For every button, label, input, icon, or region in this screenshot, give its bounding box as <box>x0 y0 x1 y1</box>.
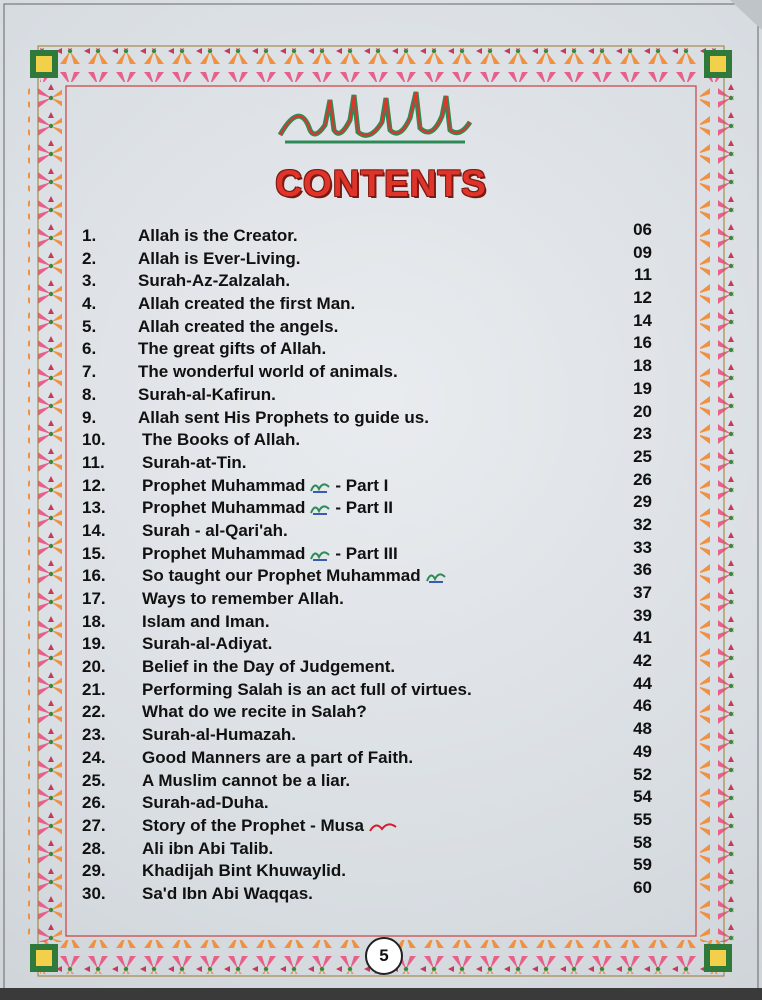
chapter-page-number: 55 <box>633 809 652 829</box>
chapter-title <box>142 702 367 722</box>
chapter-title-text: Surah-Az-Zalzalah. <box>138 271 291 291</box>
chapter-number: 7. <box>82 362 97 382</box>
contents-row[interactable] <box>82 583 652 612</box>
contents-row[interactable] <box>82 242 652 272</box>
chapter-number: 9. <box>82 407 97 427</box>
chapter-page-number: 09 <box>633 242 652 262</box>
chapter-title <box>142 771 350 791</box>
chapter-page-number: 58 <box>633 832 652 852</box>
chapter-title <box>138 226 298 246</box>
chapter-number: 2. <box>82 248 97 268</box>
chapter-number: 19. <box>82 634 106 654</box>
contents-row[interactable] <box>82 310 652 340</box>
page-number: 5 <box>365 937 403 975</box>
contents-row[interactable] <box>82 696 652 725</box>
chapter-title-text: What do we recite in Salah? <box>142 702 367 722</box>
chapter-title <box>142 839 273 859</box>
chapter-page-number: 48 <box>633 719 652 739</box>
chapter-page-number: 06 <box>633 220 652 239</box>
chapter-page-number: 44 <box>633 673 652 693</box>
chapter-page-number: 42 <box>633 651 652 671</box>
contents-list <box>82 220 652 907</box>
chapter-number: 4. <box>82 294 97 314</box>
chapter-title <box>142 430 300 450</box>
chapter-title <box>142 793 269 813</box>
contents-row[interactable] <box>82 832 652 862</box>
chapter-title-text: Surah-al-Adiyat. <box>142 634 273 654</box>
chapter-part-label: - Part III <box>335 543 398 563</box>
contents-row[interactable] <box>82 537 652 567</box>
chapter-number: 5. <box>82 316 97 336</box>
chapter-page-number: 54 <box>633 787 652 807</box>
chapter-title <box>138 271 290 291</box>
chapter-page-number: 59 <box>633 855 652 875</box>
chapter-title <box>138 317 338 337</box>
chapter-title-text: Prophet Muhammad <box>142 498 306 518</box>
chapter-title-text: Prophet Muhammad <box>142 543 306 563</box>
contents-row[interactable] <box>82 514 652 544</box>
chapter-page-number: 32 <box>633 514 652 534</box>
contents-row[interactable] <box>82 378 652 408</box>
chapter-title-text: Allah created the angels. <box>138 316 339 336</box>
chapter-number: 13. <box>82 498 106 518</box>
chapter-title-text: Allah is Ever-Living. <box>138 248 301 268</box>
pbuh-calligraphy-icon <box>425 569 447 584</box>
chapter-page-number: 18 <box>633 356 652 376</box>
chapter-title <box>142 589 344 609</box>
chapter-number: 24. <box>82 747 106 767</box>
chapter-number: 21. <box>82 679 106 699</box>
contents-row[interactable] <box>82 741 652 771</box>
chapter-title <box>138 249 301 269</box>
chapter-page-number: 19 <box>633 378 652 398</box>
chapter-number: 27. <box>82 815 106 835</box>
contents-heading: CONTENTS <box>275 163 487 204</box>
chapter-title <box>142 657 395 677</box>
chapter-title <box>142 634 272 654</box>
chapter-number: 22. <box>82 702 106 722</box>
contents-row[interactable] <box>82 651 652 680</box>
contents-row[interactable] <box>82 719 652 748</box>
chapter-number: 3. <box>82 271 97 291</box>
chapter-page-number: 11 <box>634 265 652 285</box>
chapter-title <box>142 544 398 564</box>
contents-row[interactable] <box>82 469 652 499</box>
contents-row[interactable] <box>82 333 652 362</box>
chapter-title <box>142 612 270 632</box>
contents-row[interactable] <box>82 288 652 317</box>
contents-row[interactable] <box>82 446 652 476</box>
chapter-title <box>142 498 393 518</box>
contents-row[interactable] <box>82 605 652 635</box>
chapter-number: 12. <box>82 475 106 495</box>
chapter-title <box>142 521 288 541</box>
chapter-page-number: 16 <box>633 333 652 353</box>
chapter-number: 15. <box>82 543 106 563</box>
chapter-number: 16. <box>82 566 106 586</box>
chapter-title-text: So taught our Prophet Muhammad <box>142 566 421 586</box>
contents-row[interactable] <box>82 855 652 884</box>
chapter-number: 6. <box>82 339 97 359</box>
chapter-title-text: The Books of Allah. <box>142 430 301 450</box>
chapter-title-text: Belief in the Day of Judgement. <box>142 657 396 677</box>
chapter-title-text: Performing Salah is an act full of virtues. <box>142 679 472 699</box>
chapter-page-number: 20 <box>633 401 652 421</box>
chapter-title-text: Ali ibn Abi Talib. <box>142 838 274 858</box>
chapter-number: 8. <box>82 384 97 404</box>
chapter-title-text: Surah - al-Qari'ah. <box>142 520 288 540</box>
contents-row[interactable] <box>82 877 652 907</box>
chapter-number: 29. <box>82 861 106 881</box>
chapter-page-number: 12 <box>633 288 652 308</box>
chapter-title <box>142 566 451 586</box>
contents-row[interactable] <box>82 424 652 453</box>
chapter-title <box>138 294 355 314</box>
chapter-page-number: 41 <box>633 628 652 648</box>
chapter-title-text: Allah is the Creator. <box>138 226 298 245</box>
chapter-page-number: 36 <box>633 560 652 580</box>
chapter-title-text: Prophet Muhammad <box>142 475 306 495</box>
chapter-number: 14. <box>82 520 106 540</box>
chapter-page-number: 52 <box>633 764 652 784</box>
chapter-number: 1. <box>82 226 97 245</box>
chapter-title-text: Surah-ad-Duha. <box>142 793 269 813</box>
contents-row[interactable] <box>82 809 652 839</box>
chapter-number: 20. <box>82 657 106 677</box>
chapter-title-text: Khadijah Bint Khuwaylid. <box>142 861 347 881</box>
chapter-page-number: 14 <box>633 310 652 330</box>
chapter-title-text: Allah created the first Man. <box>138 294 356 314</box>
chapter-page-number: 29 <box>633 492 652 512</box>
chapter-page-number: 33 <box>633 537 652 557</box>
chapter-number: 30. <box>82 883 106 903</box>
chapter-title <box>142 725 296 745</box>
chapter-number: 25. <box>82 770 106 790</box>
contents-row[interactable] <box>82 628 652 657</box>
chapter-title-text: Surah-al-Humazah. <box>142 725 296 745</box>
pbuh-calligraphy-icon <box>309 547 331 562</box>
chapter-page-number: 39 <box>633 605 652 625</box>
chapter-title <box>142 748 413 768</box>
chapter-title-text: A Muslim cannot be a liar. <box>142 770 351 790</box>
pbuh-calligraphy-icon <box>309 479 331 494</box>
chapter-page-number: 26 <box>633 469 652 489</box>
chapter-page-number: 37 <box>633 583 652 602</box>
chapter-title-text: Islam and Iman. <box>142 611 270 631</box>
chapter-title <box>138 385 276 405</box>
chapter-title-text: Good Manners are a part of Faith. <box>142 747 414 767</box>
chapter-page-number: 25 <box>633 446 652 466</box>
chapter-title-text: Surah-at-Tin. <box>142 452 247 472</box>
chapter-title-text: The wonderful world of animals. <box>138 362 398 382</box>
chapter-number: 10. <box>82 430 106 450</box>
chapter-number: 17. <box>82 589 106 608</box>
chapter-title-text: The great gifts of Allah. <box>138 339 327 359</box>
bismillah-calligraphy <box>270 80 480 150</box>
contents-row[interactable] <box>82 401 652 431</box>
chapter-number: 23. <box>82 725 106 745</box>
chapter-number: 28. <box>82 838 106 858</box>
chapter-part-label: - Part II <box>335 498 394 518</box>
contents-row[interactable] <box>82 787 652 816</box>
chapter-number: 26. <box>82 793 106 813</box>
chapter-title <box>138 339 326 359</box>
contents-row[interactable] <box>82 265 652 294</box>
chapter-number: 11. <box>82 452 105 472</box>
chapter-title-text: Ways to remember Allah. <box>142 589 344 608</box>
contents-row[interactable] <box>82 673 652 703</box>
chapter-title-text: Allah sent His Prophets to guide us. <box>138 407 429 427</box>
contents-row[interactable] <box>82 356 652 385</box>
chapter-number: 18. <box>82 611 106 631</box>
chapter-title <box>142 476 388 496</box>
chapter-title <box>142 816 398 836</box>
chapter-page-number: 46 <box>633 696 652 716</box>
contents-row[interactable] <box>82 560 652 589</box>
chapter-part-label: - Part I <box>335 475 389 495</box>
chapter-page-number: 49 <box>633 741 652 761</box>
chapter-title <box>138 362 398 382</box>
chapter-title <box>142 453 247 473</box>
chapter-page-number: 60 <box>633 877 652 897</box>
contents-row[interactable] <box>82 220 652 249</box>
contents-row[interactable] <box>82 492 652 521</box>
chapter-page-number: 23 <box>633 424 652 444</box>
chapter-title-text: Story of the Prophet - Musa <box>142 815 364 835</box>
chapter-title-text: Sa'd Ibn Abi Waqqas. <box>142 883 313 903</box>
chapter-title <box>142 680 472 700</box>
chapter-title <box>142 861 346 881</box>
chapter-title-text: Surah-al-Kafirun. <box>138 384 276 404</box>
pbuh-calligraphy-icon <box>309 501 331 516</box>
chapter-title <box>138 408 429 428</box>
chapter-title <box>142 884 313 904</box>
alayhissalam-calligraphy-icon <box>368 819 398 834</box>
contents-row[interactable] <box>82 764 652 794</box>
